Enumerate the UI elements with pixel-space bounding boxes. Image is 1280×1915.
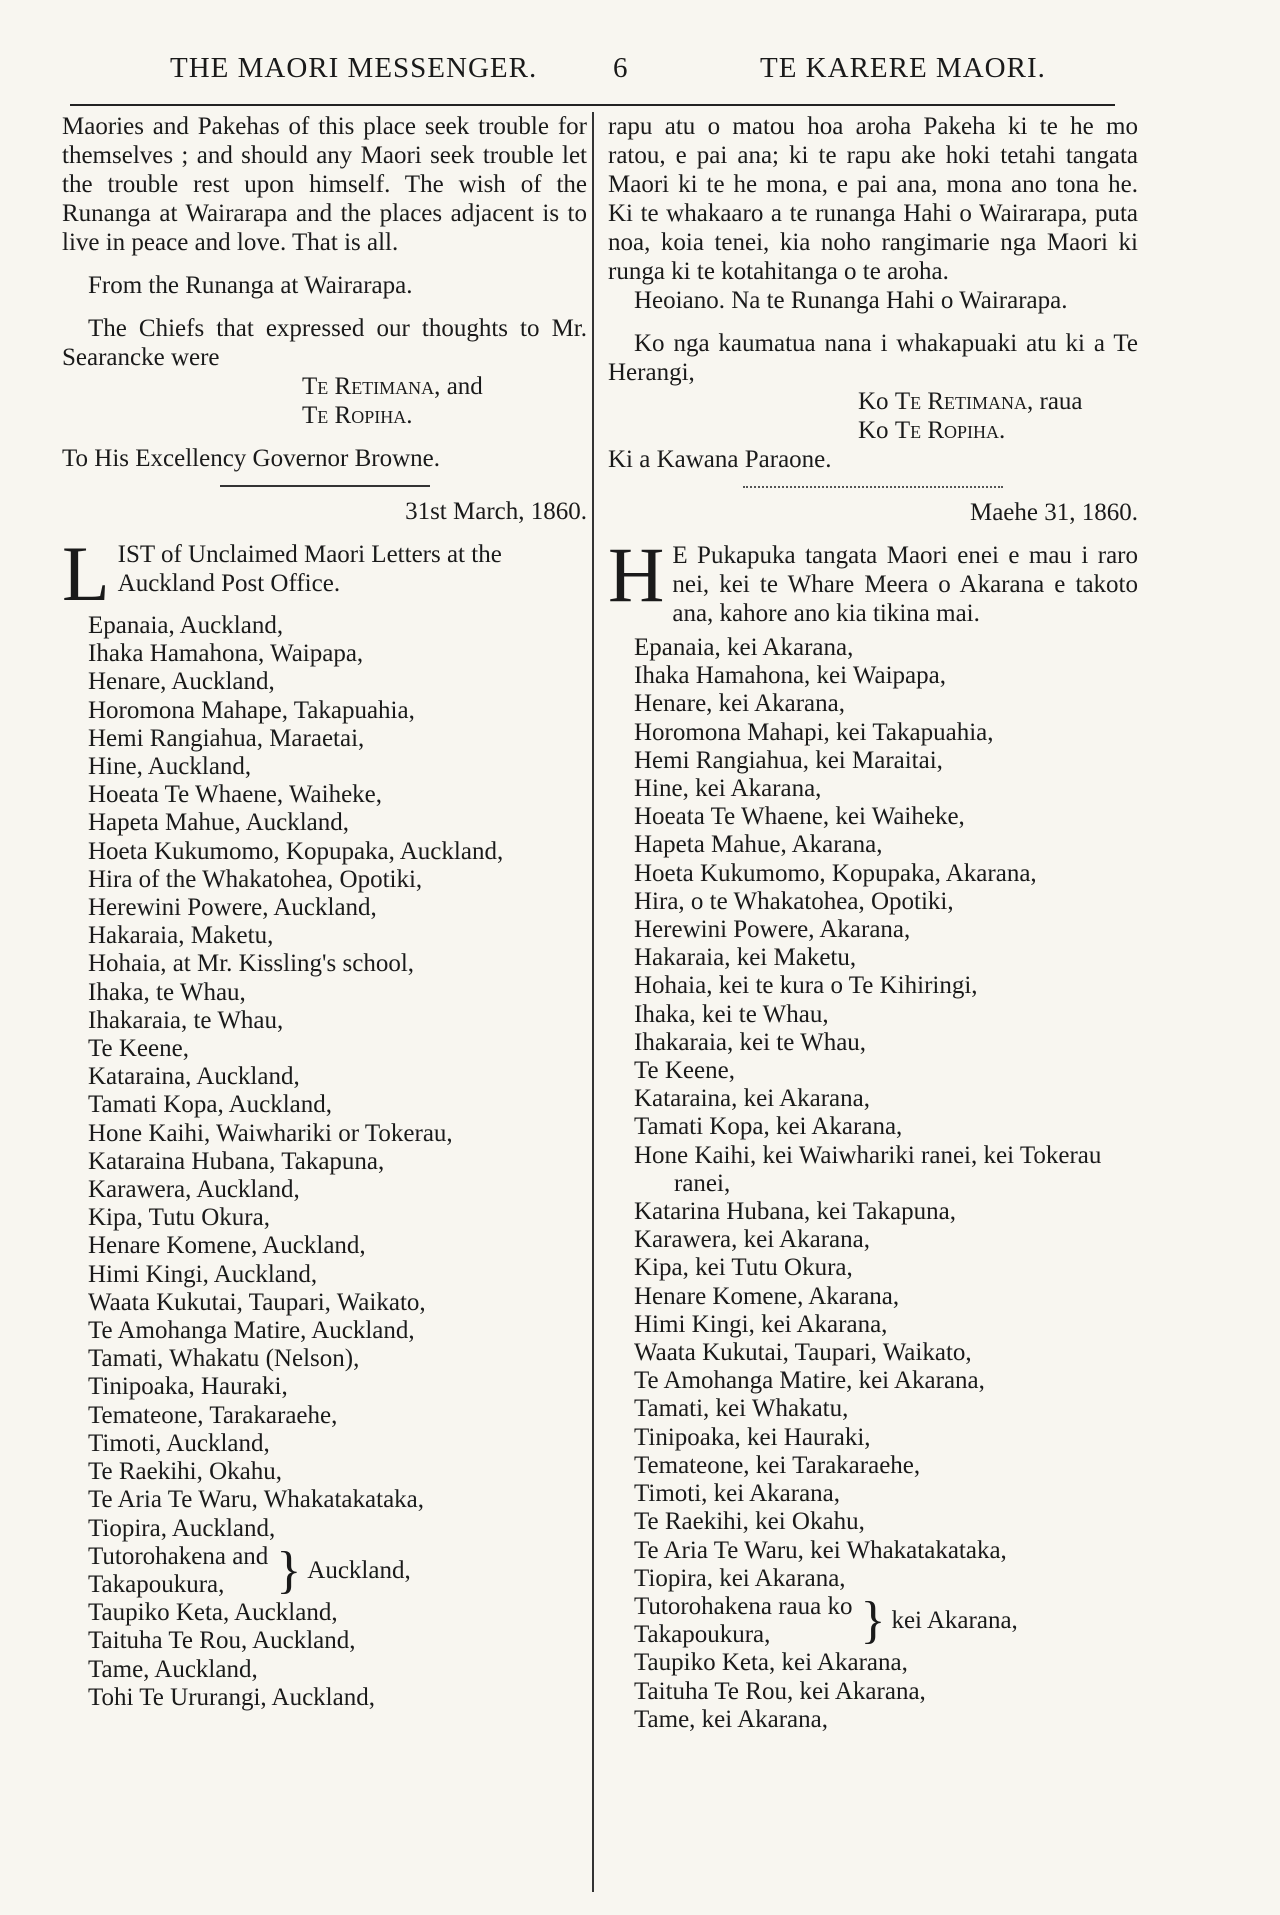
letter-body-maori: rapu atu o matou hoa aroha Pakeha ki te he mo ratou, e pai ana; ki te rapu ake hoki tetahi tangata Maori ki te he mona, e pai ana, mona ano tona he. Ki te whakaaro a te runanga Hahi o Wairarapa, puta noa, koia tenei, kia noho rangimarie nga Maori ki runga ki te kotahitanga o te aroha. [608, 113, 1138, 285]
list-item: Tamati, kei Whakatu, [634, 1395, 849, 1423]
letter-list-maori [608, 634, 1138, 1734]
list-item: Tamati Kopa, kei Akarana, [634, 1113, 903, 1141]
english-column [62, 112, 587, 1712]
braced-name-b: Takapoukura, [634, 1621, 771, 1649]
header-english-title: THE MAORI MESSENGER. [170, 52, 538, 84]
signatory-1-english [62, 372, 587, 401]
drop-cap-l: L [62, 530, 110, 617]
list-item: Te Raekihi, Okahu, [88, 1458, 283, 1486]
maori-column [608, 112, 1138, 1734]
list-heading-text: E Pukapuka tangata Maori enei e mau i raro nei, kei te Whare Meera o Akarana e takoto ana, kahore ano kia tikina mai. [672, 542, 1138, 627]
braced-name-b: Takapoukura, [88, 1570, 225, 1598]
list-item: Hakaraia, kei Maketu, [634, 944, 857, 972]
date-english: 31st March, 1860. [405, 498, 587, 525]
braced-name-a: Tutorohakena and [88, 1542, 269, 1570]
list-item: Taituha Te Rou, Auckland, [88, 1627, 356, 1655]
list-item: Ihakaraia, kei te Whau, [634, 1028, 867, 1056]
list-item: Waata Kukutai, Taupari, Waikato, [88, 1288, 426, 1316]
list-item: Hakaraia, Maketu, [88, 922, 274, 950]
brace-glyph: } [860, 1592, 886, 1650]
list-item: Hoeata Te Whaene, kei Waiheke, [634, 803, 965, 831]
list-item: Henare, kei Akarana, [634, 690, 845, 718]
list-item: Hira of the Whakatohea, Opotiki, [88, 865, 423, 893]
letter-body-english: Maories and Pakehas of this place seek trouble for themselves ; and should any Maori seek trouble let the trouble rest upon himself. The wish of the Runanga at Wairarapa and the places adjacent is to live in peace and love. That is all. [62, 113, 587, 256]
list-item-braced [634, 1593, 1138, 1649]
page-number: 6 [613, 52, 629, 84]
recipient-maori: Ki a Kawana Paraone. [608, 446, 832, 473]
list-item: Tame, Auckland, [88, 1655, 258, 1683]
list-item: Hohaia, at Mr. Kissling's school, [88, 950, 415, 978]
braced-place: Auckland, [307, 1556, 411, 1584]
signatory-2-english [62, 401, 587, 430]
list-item: Hoeta Kukumomo, Kopupaka, Akarana, [634, 859, 1037, 887]
list-item: Ihakaraia, te Whau, [88, 1006, 284, 1034]
list-item: Epanaia, Auckland, [88, 612, 284, 639]
signatory-conjunction: raua [1039, 388, 1083, 415]
header-maori-title: TE KARERE MAORI. [760, 52, 1046, 84]
drop-cap-h: H [608, 531, 665, 618]
list-item: Taupiko Keta, Auckland, [88, 1599, 338, 1627]
list-item: Te Amohanga Matire, Auckland, [88, 1317, 415, 1345]
list-item: Hine, Auckland, [88, 753, 252, 781]
list-item: Henare Komene, Akarana, [634, 1282, 900, 1310]
list-item: Ihaka, te Whau, [88, 978, 246, 1006]
list-item: Tame, kei Akarana, [634, 1705, 828, 1733]
list-item: Tiopira, Auckland, [88, 1514, 276, 1542]
list-item: Henare Komene, Auckland, [88, 1232, 366, 1260]
brace-glyph: } [276, 1541, 302, 1599]
signatory-conjunction: and [446, 373, 483, 400]
list-item: Tiopira, kei Akarana, [634, 1564, 846, 1592]
list-item: Karawera, kei Akarana, [634, 1226, 870, 1254]
section-separator [743, 486, 1003, 488]
list-item: Te Raekihi, kei Okahu, [634, 1508, 865, 1536]
list-item: Te Keene, [88, 1035, 189, 1063]
signatory-1-maori [608, 387, 1138, 416]
list-item: Taituha Te Rou, kei Akarana, [634, 1677, 926, 1705]
signatory-2-maori [608, 416, 1138, 445]
list-item: Karawera, Auckland, [88, 1176, 300, 1204]
list-item: Tinipoaka, kei Hauraki, [634, 1423, 871, 1451]
list-item: Hoeta Kukumomo, Kopupaka, Auckland, [88, 837, 504, 865]
list-item: Horomona Mahape, Takapuahia, [88, 696, 415, 724]
list-item: Te Aria Te Waru, Whakatakataka, [88, 1486, 425, 1514]
list-item: Tohi Te Ururangi, Auckland, [88, 1683, 375, 1711]
list-item: Hoeata Te Whaene, Waiheke, [88, 781, 383, 809]
header-rule [70, 104, 1115, 106]
list-item: Hemi Rangiahua, kei Maraitai, [634, 746, 943, 774]
signatory-2-name: Te Ropiha. [302, 402, 413, 429]
list-item: Hira, o te Whakatohea, Opotiki, [634, 887, 954, 915]
page-header [60, 52, 1220, 102]
list-item: Taupiko Keta, kei Akarana, [634, 1649, 908, 1677]
list-item: Timoti, kei Akarana, [634, 1480, 841, 1508]
column-divider [592, 112, 594, 1892]
letter-sender-maori: Heoiano. Na te Runanga Hahi o Wairarapa. [634, 287, 1068, 314]
list-item: Kataraina, kei Akarana, [634, 1085, 870, 1113]
date-maori: Maehe 31, 1860. [969, 499, 1138, 526]
list-item: Herewini Powere, Auckland, [88, 894, 377, 922]
list-item: Ihaka Hamahona, kei Waipapa, [634, 662, 946, 690]
signatory-1-name: Te Retimana, [302, 373, 441, 400]
list-item: Ihaka, kei te Whau, [634, 1000, 829, 1028]
list-item: Henare, Auckland, [88, 668, 275, 696]
list-heading-maori [608, 531, 1138, 628]
list-item: Waata Kukutai, Taupari, Waikato, [634, 1339, 972, 1367]
signatory-1-name: Te Retimana, [894, 388, 1034, 415]
list-item: Kataraina Hubana, Takapuna, [88, 1147, 385, 1175]
letter-sender-english: From the Runanga at Wairarapa. [88, 272, 413, 299]
chiefs-line-maori: Ko nga kaumatua nana i whakapuaki atu ki a Te Herangi, [608, 330, 1138, 386]
list-item: Kipa, kei Tutu Okura, [634, 1254, 853, 1282]
list-item: Tamati, Whakatu (Nelson), [88, 1345, 360, 1373]
list-item: Hemi Rangiahua, Maraetai, [88, 724, 365, 752]
list-item: Hapeta Mahue, Auckland, [88, 809, 350, 837]
list-item-braced [88, 1543, 587, 1599]
list-item: Hapeta Mahue, Akarana, [634, 831, 883, 859]
list-item: Kipa, Tutu Okura, [88, 1204, 270, 1232]
list-item: Te Keene, [634, 1057, 735, 1085]
signatory-2-name: Te Ropiha. [894, 417, 1006, 444]
list-item: Tamati Kopa, Auckland, [88, 1091, 333, 1119]
list-item: Kataraina, Auckland, [88, 1063, 300, 1091]
letter-list-english [62, 612, 587, 1712]
list-item: Hohaia, kei te kura o Te Kihiringi, [634, 972, 978, 1000]
section-separator [220, 485, 430, 487]
list-item: Temateone, Tarakaraehe, [88, 1401, 338, 1429]
list-heading-english [62, 530, 587, 617]
list-item: Hone Kaihi, Waiwhariki or Tokerau, [88, 1119, 453, 1147]
chiefs-line-english: The Chiefs that expressed our thoughts to Mr. Searancke were [62, 315, 587, 371]
list-item: Timoti, Auckland, [88, 1429, 270, 1457]
list-item: Himi Kingi, Auckland, [88, 1260, 318, 1288]
list-item: Hone Kaihi, kei Waiwhariki ranei, kei Tokerau ranei, [634, 1141, 1102, 1197]
list-item: Te Aria Te Waru, kei Whakatakataka, [634, 1536, 1007, 1564]
list-item: Te Amohanga Matire, kei Akarana, [634, 1367, 985, 1395]
list-item: Epanaia, kei Akarana, [634, 634, 854, 661]
signatory-prefix: Ko [858, 417, 889, 444]
list-item: Tinipoaka, Hauraki, [88, 1373, 288, 1401]
list-item: Temateone, kei Tarakaraehe, [634, 1451, 921, 1479]
list-item: Ihaka Hamahona, Waipapa, [88, 640, 364, 668]
braced-name-a: Tutorohakena raua ko [634, 1592, 853, 1620]
list-item: Himi Kingi, kei Akarana, [634, 1310, 888, 1338]
list-item: Hine, kei Akarana, [634, 775, 822, 803]
list-item: Herewini Powere, Akarana, [634, 916, 911, 944]
list-item: Katarina Hubana, kei Takapuna, [634, 1198, 956, 1226]
braced-place: kei Akarana, [891, 1607, 1018, 1634]
list-item: Horomona Mahapi, kei Takapuahia, [634, 718, 994, 746]
signatory-prefix: Ko [858, 388, 889, 415]
list-heading-text: IST of Unclaimed Maori Letters at the Auckland Post Office. [117, 541, 502, 597]
recipient-english: To His Excellency Governor Browne. [62, 445, 441, 472]
